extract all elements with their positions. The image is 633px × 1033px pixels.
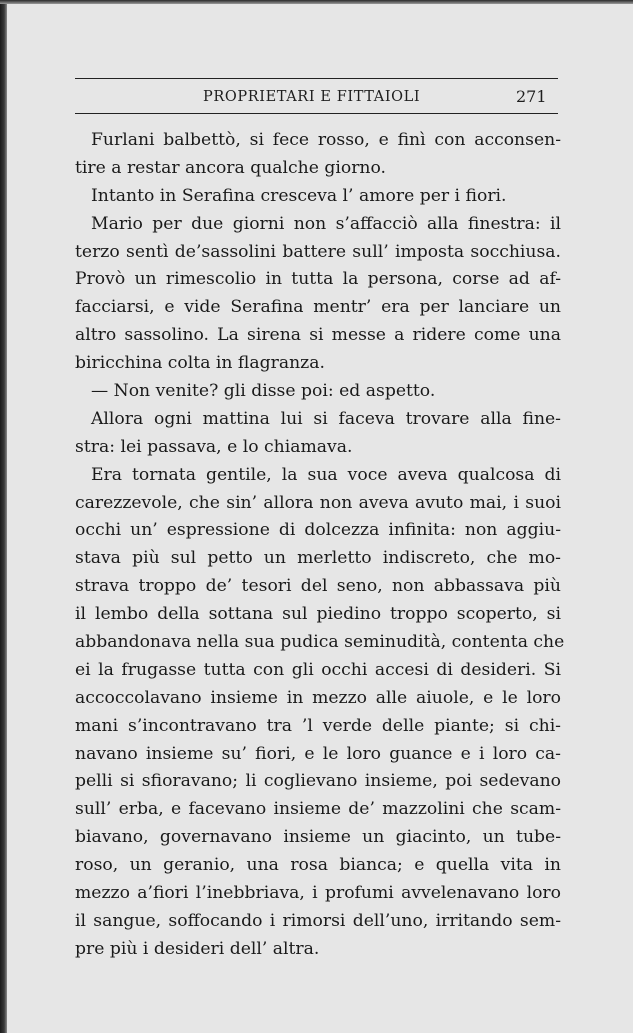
text-line: roso, un geranio, una rosa bianca; e quella vita in xyxy=(75,855,561,876)
header-rule-top xyxy=(75,78,558,79)
page-number: 271 xyxy=(516,87,547,106)
text-line: altro sassolino. La sirena si messe a ridere come una xyxy=(75,325,561,346)
binding-edge xyxy=(0,0,7,1033)
text-line: Era tornata gentile, la sua voce aveva qualcosa di xyxy=(91,464,561,485)
text-line: strava troppo de’ tesori del seno, non abbassava più xyxy=(75,576,561,597)
text-line: sull’ erba, e facevano insieme de’ mazzolini che scam- xyxy=(75,799,561,820)
text-line: — Non venite? gli disse poi: ed aspetto. xyxy=(91,381,436,402)
text-line: pelli si sfioravano; li coglievano insieme, poi sedevano xyxy=(75,771,561,792)
text-line: accoccolavano insieme in mezzo alle aiuole, e le loro xyxy=(75,687,561,708)
body-text xyxy=(75,127,565,964)
text-line: abbandonava nella sua pudica seminudità, contenta che xyxy=(75,632,565,653)
text-line: pre più i desideri dell’ altra. xyxy=(75,938,320,959)
text-line: Allora ogni mattina lui si faceva trovare alla fine- xyxy=(91,408,561,429)
text-line: occhi un’ espressione di dolcezza infinita: non aggiu- xyxy=(75,520,561,541)
text-line: terzo sentì de’sassolini battere sull’ imposta socchiusa. xyxy=(75,241,561,262)
text-line: il lembo della sottana sul piedino troppo scoperto, si xyxy=(75,604,561,625)
text-line: carezzevole, che sin’ allora non aveva avuto mai, i suoi xyxy=(75,492,561,513)
text-line: navano insieme su’ fiori, e le loro guance e i loro ca- xyxy=(75,743,561,764)
text-line: facciarsi, e vide Serafina mentr’ era per lanciare un xyxy=(75,297,561,318)
text-line: Provò un rimescolio in tutta la persona, corse ad af- xyxy=(75,269,561,290)
running-header xyxy=(75,76,558,120)
text-line: Mario per due giorni non s’affacciò alla finestra: il xyxy=(91,213,561,234)
text-line: biricchina colta in flagranza. xyxy=(75,353,325,374)
text-line: mezzo a’fiori l’inebbriava, i profumi avvelenavano loro xyxy=(75,883,561,904)
text-line: Furlani balbettò, si fece rosso, e finì con acconsen- xyxy=(91,130,561,150)
text-line: mani s’incontravano tra ’l verde delle piante; si chi- xyxy=(75,715,561,736)
text-line: biavano, governavano insieme un giacinto, un tube- xyxy=(75,827,561,848)
running-title: PROPRIETARI E FITTAIOLI xyxy=(203,89,421,105)
text-line: il sangue, soffocando i rimorsi dell’uno, irritando sem- xyxy=(75,910,561,931)
text-line: ei la frugasse tutta con gli occhi accesi di desideri. Si xyxy=(75,659,561,680)
text-line: stra: lei passava, e lo chiamava. xyxy=(75,436,353,457)
text-line: tire a restar ancora qualche giorno. xyxy=(75,157,387,178)
text-line: Intanto in Serafina cresceva l’ amore per i fiori. xyxy=(91,185,507,206)
header-rule-bottom xyxy=(75,113,558,114)
page-top-edge xyxy=(0,0,633,4)
text-line: stava più sul petto un merletto indiscreto, che mo- xyxy=(75,548,561,569)
